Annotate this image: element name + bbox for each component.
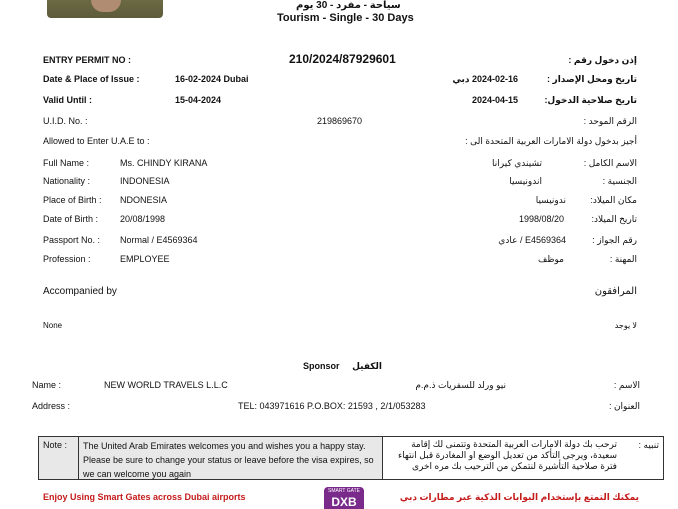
note-label: Note : (39, 437, 79, 479)
title-arabic-partial: سياحة - مفرد - 30 يوم (296, 0, 401, 11)
sponsor-name-value: NEW WORLD TRAVELS L.L.C (104, 380, 228, 390)
nationality-label-ar: الجنسية : (602, 176, 637, 186)
sponsor-heading-ar: الكفيل (352, 361, 382, 371)
issue-value: 16-02-2024 Dubai (175, 74, 249, 84)
birth-date-label: Date of Birth : (43, 214, 99, 224)
birth-place-value-ar: ندونيسيا (535, 195, 566, 205)
accompanied-label: Accompanied by (43, 286, 117, 297)
valid-label-ar: تاريخ صلاحية الدخول: (544, 95, 637, 105)
issue-label: Date & Place of Issue : (43, 74, 140, 84)
passport-label-ar: رقم الجواز : (592, 235, 637, 245)
full-name-label: Full Name : (43, 158, 90, 168)
issue-value-ar: 2024-02-16 دبي (452, 74, 518, 84)
uid-value: 219869670 (317, 116, 363, 126)
sponsor-address-label: Address : (32, 401, 71, 411)
smart-gate-logo (324, 487, 364, 509)
uid-label: U.I.D. No. : (43, 116, 88, 126)
full-name-value-ar: تشيندي كيرانا (492, 158, 542, 168)
birth-place-value: NDONESIA (120, 195, 168, 205)
valid-value-ar: 2024-04-15 (471, 95, 518, 105)
passport-value: Normal / E4569364 (120, 235, 198, 245)
profession-value-ar: موظف (538, 254, 564, 264)
note-box (38, 436, 664, 480)
logo-main-text: DXB (331, 495, 357, 509)
logo-top-text: SMART GATE (328, 488, 360, 494)
entry-permit-number: 210/2024/87929601 (289, 52, 396, 66)
full-name-label-ar: الاسم الكامل : (583, 158, 637, 168)
profession-value: EMPLOYEE (120, 254, 170, 264)
passport-label: Passport No. : (43, 235, 101, 245)
sponsor-address-label-ar: العنوان : (608, 401, 640, 411)
profession-label-ar: المهنة : (609, 254, 637, 264)
profession-label: Profession : (43, 254, 91, 264)
entry-permit-label-ar: إذن دخول رقم : (568, 55, 637, 65)
birth-date-value-ar: 1998/08/20 (518, 214, 564, 224)
birth-date-label-ar: تاريخ الميلاد: (591, 214, 637, 224)
accompanied-value: None (43, 321, 63, 330)
passport-photo (47, 0, 163, 18)
full-name-value: Ms. CHINDY KIRANA (120, 158, 208, 168)
nationality-label: Nationality : (43, 176, 91, 186)
birth-date-value: 20/08/1998 (120, 214, 166, 224)
footer-smart-gates-text-ar: يمكنك التمتع بإستخدام البوابات الذكية عبر مطارات دبي (399, 492, 639, 502)
sponsor-name-value-ar: نيو ورلد للسفريات ذ.م.م (415, 380, 506, 390)
nationality-value: INDONESIA (120, 176, 170, 186)
sponsor-name-label-ar: الاسم : (613, 380, 640, 390)
birth-place-label-ar: مكان الميلاد: (590, 195, 637, 205)
photo-face (91, 0, 121, 12)
sponsor-name-label: Name : (32, 380, 62, 390)
uid-label-ar: الرقم الموحد : (583, 116, 637, 126)
passport-value-ar: E4569364 / عادي (498, 235, 566, 245)
note-text: The United Arab Emirates welcomes you and wishes you a happy stay. Please be sure to change your status or leave before the visa expires, so we can welcome you again (79, 437, 383, 479)
entry-permit-label: ENTRY PERMIT NO : (43, 55, 132, 65)
sponsor-heading: Sponsor (303, 361, 340, 371)
note-label-ar: تنبيه : (638, 440, 659, 450)
note-text-ar: ترحب بك دولة الامارات العربية المتحدة وتتمنى لك إقامة سعيدة، ويرجى التأكد من تعديل الوضع او المغادرة قبل انتهاء فترة صلاحية التأشيرة لنتمكن من الترحيب بك مره اخرى (397, 439, 617, 471)
allowed-label-ar: أجيز بدخول دولة الامارات العربية المتحدة الى : (465, 136, 637, 146)
valid-value: 15-04-2024 (175, 95, 222, 105)
issue-label-ar: تاريخ ومحل الإصدار : (547, 74, 637, 84)
nationality-value-ar: اندونيسيا (509, 176, 542, 186)
allowed-label: Allowed to Enter U.A.E to : (43, 136, 150, 146)
footer-smart-gates-text: Enjoy Using Smart Gates across Dubai airports (43, 492, 246, 502)
valid-label: Valid Until : (43, 95, 93, 105)
page-title: Tourism - Single - 30 Days (277, 12, 414, 24)
accompanied-value-ar: لا يوجد (614, 321, 637, 330)
birth-place-label: Place of Birth : (43, 195, 102, 205)
accompanied-label-ar: المرافقون (594, 286, 637, 297)
sponsor-address-value: TEL: 043971616 P.O.BOX: 21593 , 2/1/053283 (238, 401, 426, 411)
